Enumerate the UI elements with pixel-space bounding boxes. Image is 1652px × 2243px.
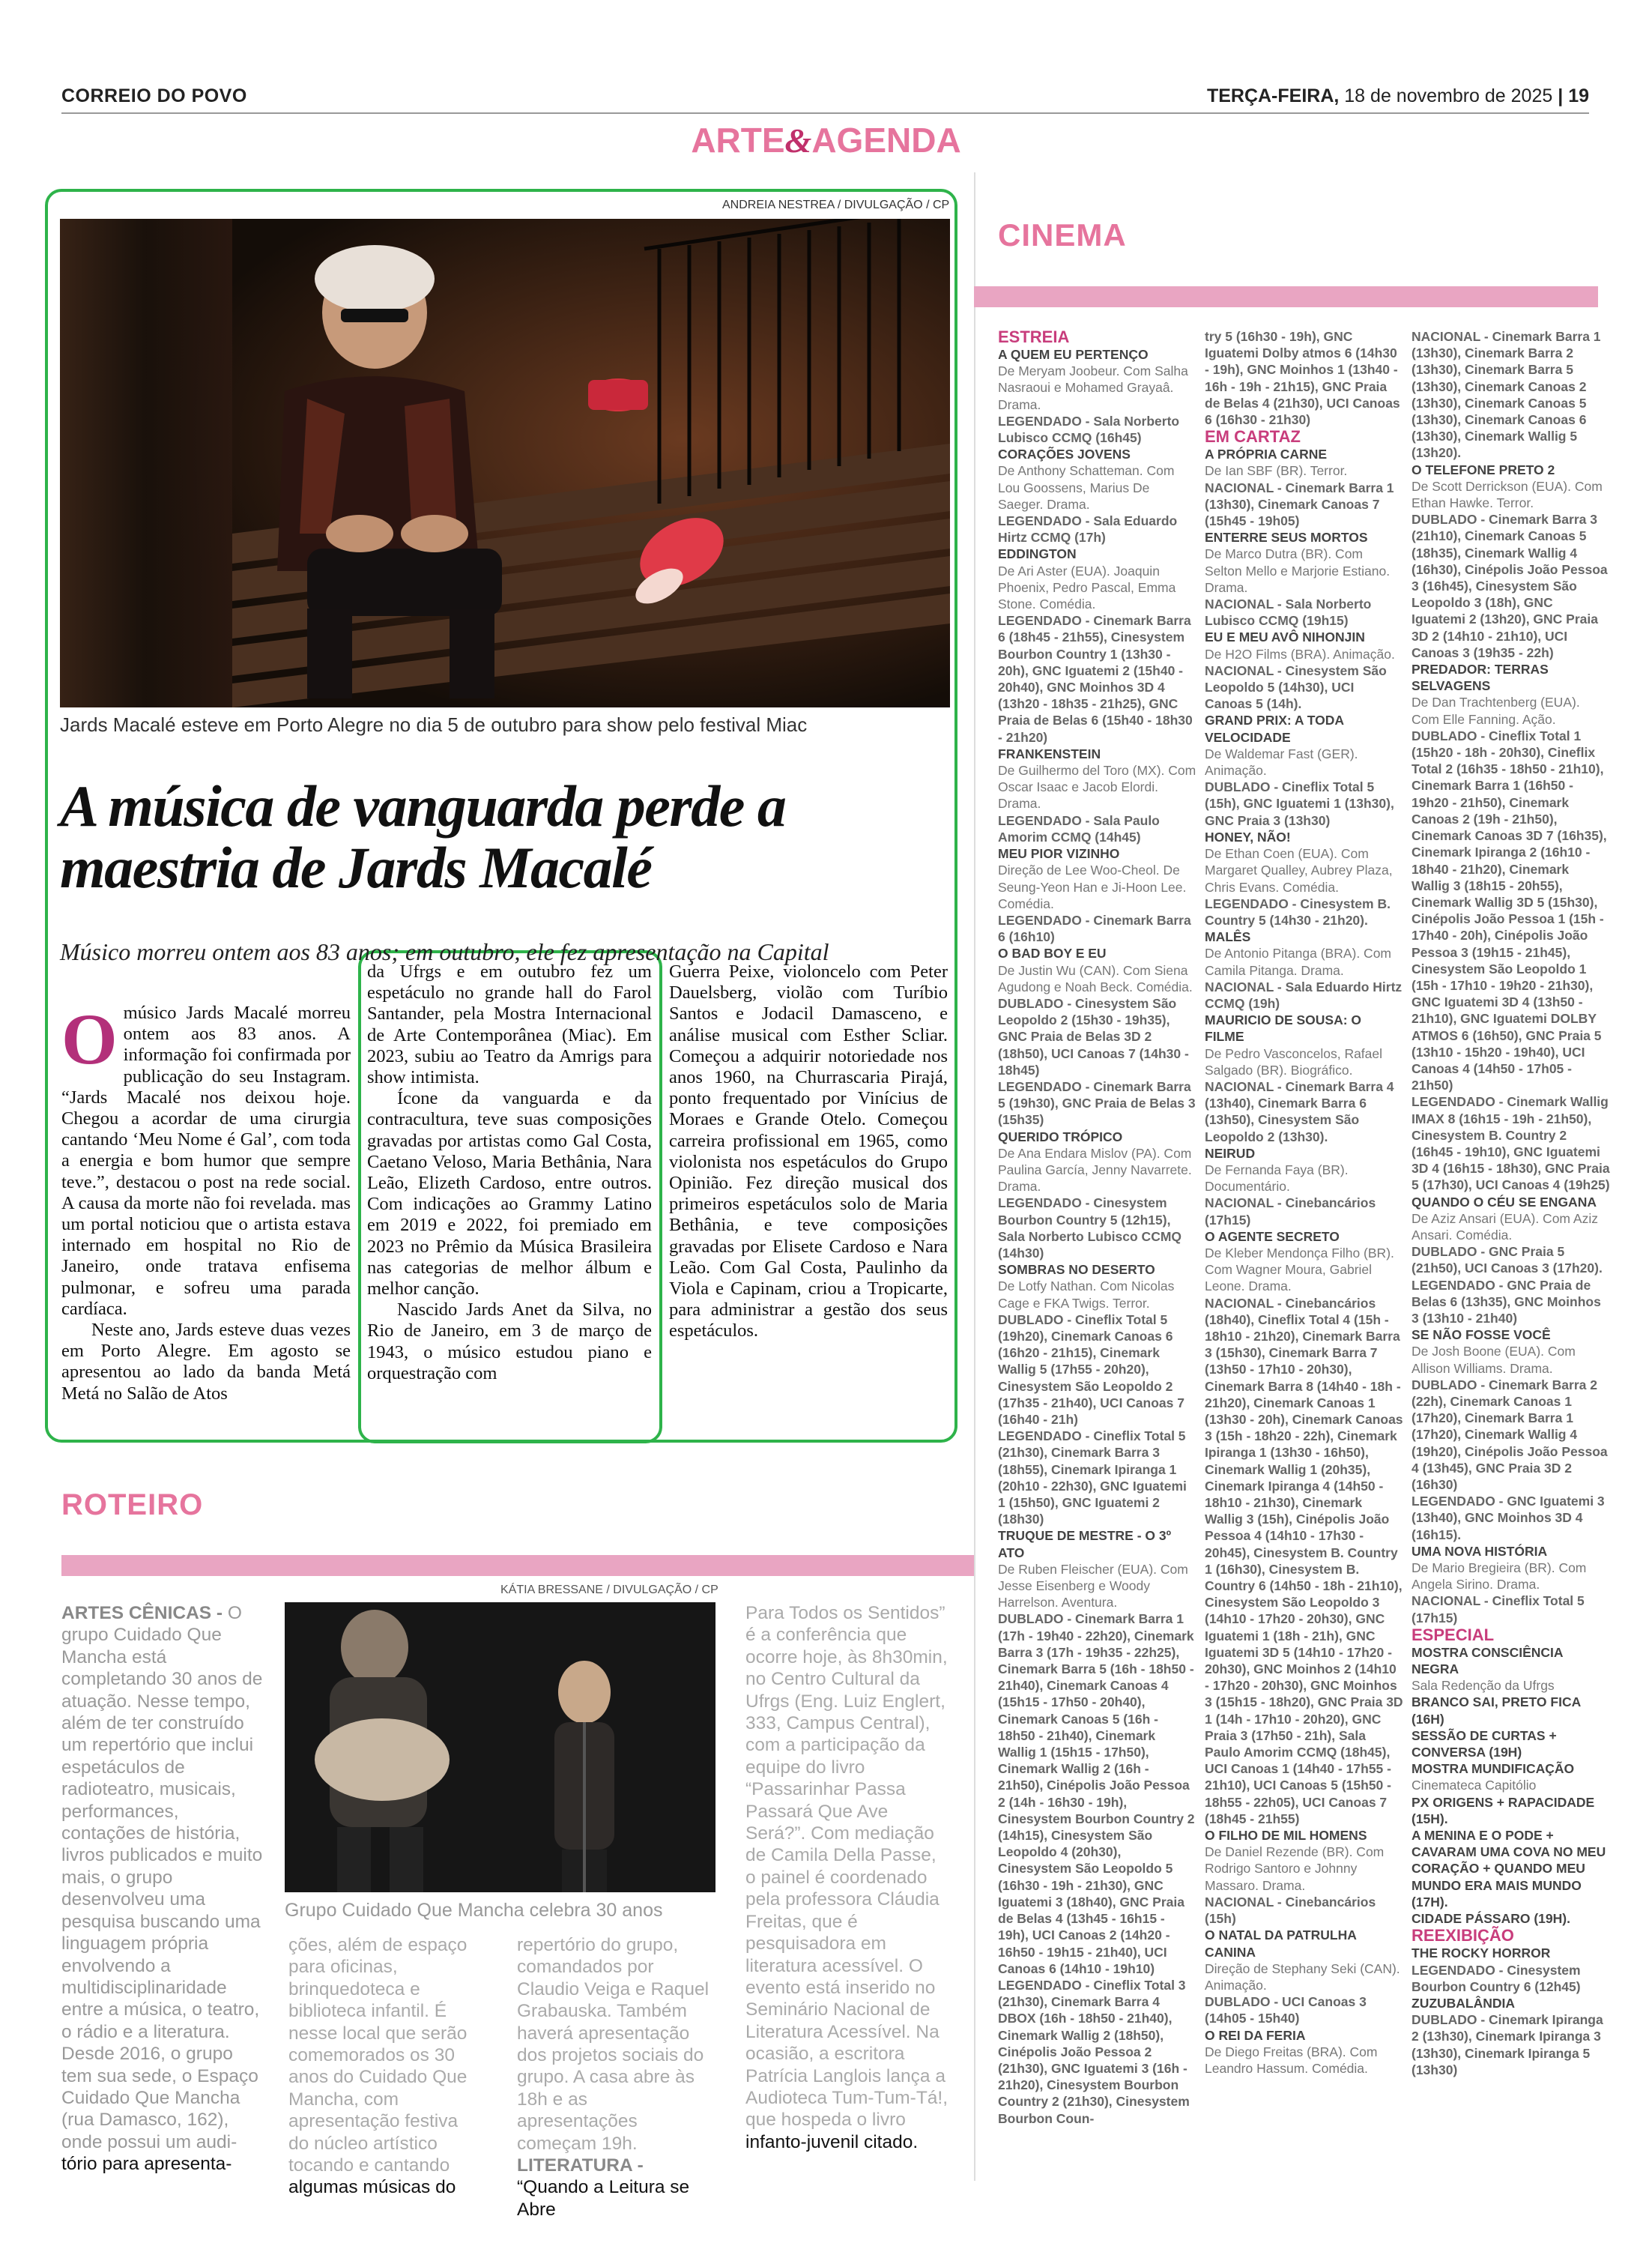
roteiro-column-4: Para Todos os Sentidos” é a conferência que ocorre hoje, às 8h30min, no Centro Cultural da Ufrgs (Eng. Luiz Englert, 333, Campus Central), com a participação da equipe do livro “Passarinhar Passa Passará Que Ave Será?”. Com mediação de Camila Della Passe, o painel é coordenado pela professora Cláudia Freitas, que é pesquisadora em literatura acessível. O evento está inserido no Seminário Nacional de Literatura Acessível. Na ocasião, a escritora Patrícia Langlois lança a Audioteca Tum-Tum-Tá!, que hospeda o livro infanto-juvenil citado. bbox=[745, 1603, 948, 2152]
roteiro-photo-caption: Grupo Cuidado Que Mancha celebra 30 anos bbox=[285, 1900, 663, 1921]
movie-title: O TELEFONE PRETO 2 bbox=[1412, 462, 1555, 477]
movie-title: FRANKENSTEIN bbox=[998, 746, 1101, 761]
showtimes: try 5 (16h30 - 19h), GNC Iguatemi Dolby atmos 6 (14h30 - 19h), GNC Moinhos 1 (13h40 - 16h - 19h - 21h15), GNC Praia de Belas 4 (21h30), UCI Canoas 6 (16h30 - 21h30) bbox=[1205, 329, 1400, 428]
movie-title: A PRÓPRIA CARNE bbox=[1205, 447, 1328, 462]
paragraph: Nascido Jards Anet da Silva, no Rio de Janeiro, em 3 de março de 1943, o músico estudou piano e orquestração com bbox=[367, 1299, 652, 1383]
showtimes: LEGENDADO - Cinemark Barra 5 (19h30), GNC Praia de Belas 3 (15h35) bbox=[998, 1078, 1196, 1128]
movie-info: De Guilhermo del Toro (MX). Com Oscar Isaac e Jacob Elordi. Drama. bbox=[998, 763, 1196, 812]
movie-title: MEU PIOR VIZINHO bbox=[998, 846, 1120, 862]
article-column-2 bbox=[367, 961, 652, 1384]
movie-info: De Daniel Rezende (BR). Com Rodrigo Santoro e Johnny Massaro. Drama. bbox=[1205, 1844, 1385, 1893]
listing-subheading: ESPECIAL bbox=[1412, 1625, 1495, 1644]
movie-title: ZUZUBALÂNDIA bbox=[1412, 1995, 1516, 2011]
paragraph: músico Jards Macalé morreu ontem aos 83 anos. A informação foi confirmada por publicação do seu Instagram. “Jards Macalé nos deixou hoje. Chegou a acordar de uma cirurgia cantando ‘Meu Nome é Gal’, com toda a energia e bom humor que sempre teve.”, destacou o post na rede social. A causa da morte não foi revelada. mas um portal noticiou que o artista estava internado em hospital no Rio de Janeiro, onde tratava enfisema pulmonar, e sofreu uma parada cardíaca. bbox=[61, 1003, 351, 1319]
movie-title: THE ROCKY HORROR bbox=[1412, 1945, 1551, 1961]
movie-title: BRANCO SAI, PRETO FICA (16H) bbox=[1412, 1694, 1581, 1727]
column-divider bbox=[974, 172, 975, 2181]
performers-illustration bbox=[285, 1602, 715, 1892]
movie-title: CIDADE PÁSSARO (19H). bbox=[1412, 1911, 1570, 1927]
movie-title: QUANDO O CÉU SE ENGANA bbox=[1412, 1194, 1597, 1210]
roteiro-column-3: repertório do grupo, comandados por Claudio Veiga e Raquel Grabauska. Também haverá apresentação dos projetos sociais do grupo. A casa abre às 18h e as apresentações começam 19h. LITERATURA - “Quando a Leitura se Abre bbox=[517, 1935, 709, 2220]
movie-title: MALÊS bbox=[1205, 929, 1251, 945]
movie-title: O AGENTE SECRETO bbox=[1205, 1228, 1340, 1244]
showtimes: LEGENDADO - Cineflix Total 3 (21h30), Cinemark Barra 4 DBOX (16h - 18h50 - 21h40), Cinemark Wallig 2 (18h50), Cinépolis João Pessoa 2 (21h30), GNC Iguatemi 3 (16h - 21h20), Cinesystem Bourbon Country 2 (21h30), Cinesystem Bourbon Coun- bbox=[998, 1977, 1190, 2126]
movie-info: De Meryam Joobeur. Com Salha Nasraoui e Mohamed Grayaâ. Drama. bbox=[998, 363, 1188, 412]
movie-title: HONEY, NÃO! bbox=[1205, 829, 1291, 845]
movie-title: TRUQUE DE MESTRE - O 3º ATO bbox=[998, 1528, 1171, 1560]
stairway-portrait-illustration bbox=[60, 219, 950, 707]
roteiro-column-2: ções, além de espaço para oficinas, brinquedoteca e biblioteca infantil. É nesse local que serão comemorados os 30 anos do Cuidado Que Mancha, com apresentação festiva do núcleo artístico tocando e cantando algumas músicas do bbox=[288, 1935, 468, 2198]
movie-title: MAURICIO DE SOUSA: O FILME bbox=[1205, 1012, 1362, 1045]
listing-subheading: EM CARTAZ bbox=[1205, 427, 1301, 447]
movie-title: NEIRUD bbox=[1205, 1145, 1256, 1161]
showtimes: DUBLADO - Cineflix Total 5 (19h20), Cinemark Canoas 6 (16h20 - 21h15), Cinemark Wallig 5 (17h55 - 20h20), Cinesystem São Leopoldo 2 (17h35 - 21h40), UCI Canoas 7 (16h40 - 21h) bbox=[998, 1311, 1184, 1427]
movie-title: O NATAL DA PATRULHA CANINA bbox=[1205, 1927, 1357, 1960]
roteiro-photo-credit: KÁTIA BRESSANE / DIVULGAÇÃO / CP bbox=[500, 1584, 718, 1596]
roteiro-photo[interactable] bbox=[285, 1602, 715, 1892]
showtimes: DUBLADO - Cineflix Total 5 (15h), GNC Iguatemi 1 (13h30), GNC Praia 3 (13h30) bbox=[1205, 779, 1394, 828]
movie-info: De Mario Bregieira (BR). Com Angela Sirino. Drama. bbox=[1412, 1560, 1587, 1593]
showtimes: DUBLADO - UCI Canoas 3 (14h05 - 15h40) bbox=[1205, 1994, 1367, 2026]
showtimes: NACIONAL - Cineflix Total 5 (17h15) bbox=[1412, 1593, 1585, 1625]
weekday: TERÇA-FEIRA, bbox=[1206, 85, 1340, 106]
movie-title: A QUEM EU PERTENÇO bbox=[998, 347, 1149, 362]
subheadline: Músico morreu ontem aos 83 anos; em outubro, ele fez apresentação na Capital bbox=[60, 938, 829, 965]
showtimes: NACIONAL - Cinemark Barra 1 (13h30), Cinemark Canoas 7 (15h45 - 19h05) bbox=[1205, 480, 1394, 529]
movie-title: A MENINA E O PODE + CAVARAM UMA COVA NO MEU CORAÇÃO + QUANDO MEU MUNDO ERA MAIS MUNDO (17H). bbox=[1412, 1828, 1606, 1910]
header-rule bbox=[61, 112, 1589, 114]
showtimes: LEGENDADO - Sala Paulo Amorim CCMQ (14h45) bbox=[998, 812, 1160, 845]
showtimes: LEGENDADO - Cinemark Barra 6 (18h45 - 21h55), Cinesystem Bourbon Country 1 (13h30 - 20h), GNC Iguatemi 2 (15h40 - 20h40), GNC Moinhos 3D 4 (13h20 - 18h35 - 21h25), GNC Praia de Belas 6 (15h40 - 18h30 - 21h20) bbox=[998, 613, 1193, 745]
movie-info: De Fernanda Faya (BR). Documentário. bbox=[1205, 1162, 1349, 1195]
movie-info: Cinemateca Capitólio bbox=[1412, 1778, 1537, 1793]
showtimes: NACIONAL - Cinemark Barra 4 (13h40), Cinemark Barra 6 (13h50), Cinesystem São Leopoldo 2 (13h30). bbox=[1205, 1078, 1394, 1144]
movie-title: GRAND PRIX: A TODA VELOCIDADE bbox=[1205, 713, 1344, 745]
cinema-section-title: CINEMA bbox=[998, 217, 1127, 253]
movie-info: De Ari Aster (EUA). Joaquin Phoenix, Pedro Pascal, Emma Stone. Comédia. bbox=[998, 563, 1176, 612]
article-column-3 bbox=[669, 961, 948, 1342]
page-separator: | bbox=[1558, 85, 1564, 106]
movie-info: Direção de Lee Woo-Cheol. De Seung-Yeon Han e Ji-Hoon Lee. Comédia. bbox=[998, 863, 1187, 911]
movie-title: SE NÃO FOSSE VOCÊ bbox=[1412, 1327, 1551, 1343]
showtimes: NACIONAL - Sala Norberto Lubisco CCMQ (19h15) bbox=[1205, 597, 1372, 629]
movie-info: De Antonio Pitanga (BRA). Com Camila Pitanga. Drama. bbox=[1205, 946, 1392, 978]
movie-info: De Ana Endara Mislov (PA). Com Paulina García, Jenny Navarrete. Drama. bbox=[998, 1145, 1192, 1195]
movie-info: De Diego Freitas (BRA). Com Leandro Hassum. Comédia. bbox=[1205, 2044, 1378, 2076]
cinema-section-bar bbox=[974, 286, 1598, 307]
listing-subheading: ESTREIA bbox=[998, 327, 1070, 346]
movie-title: MOSTRA MUNDIFICAÇÃO bbox=[1412, 1761, 1575, 1777]
newspaper-name: CORREIO DO POVO bbox=[61, 85, 247, 106]
movie-info: De Dan Trachtenberg (EUA). Com Elle Fanning. Ação. bbox=[1412, 695, 1580, 727]
cinema-listing-column-3 bbox=[1412, 328, 1610, 2078]
movie-title: PX ORIGENS + RAPACIDADE (15H). bbox=[1412, 1794, 1595, 1826]
cinema-listing-column-1 bbox=[998, 328, 1196, 2127]
movie-info: Direção de Stephany Seki (CAN). Animação. bbox=[1205, 1960, 1400, 1993]
category-label: ARTES CÊNICAS - bbox=[61, 1603, 223, 1623]
movie-info: De Anthony Schatteman. Com Lou Goossens, Marius De Saeger. Drama. bbox=[998, 463, 1175, 512]
article-photo[interactable] bbox=[60, 219, 950, 707]
movie-info: De Ian SBF (BR). Terror. bbox=[1205, 463, 1348, 479]
showtimes: LEGENDADO - Cinesystem B. Country 5 (14h30 - 21h20). bbox=[1205, 896, 1391, 928]
movie-info: De Waldemar Fast (GER). Animação. bbox=[1205, 746, 1358, 779]
showtimes: LEGENDADO - Sala Norberto Lubisco CCMQ (16h45) bbox=[998, 413, 1180, 446]
showtimes: LEGENDADO - Cinemark Wallig IMAX 8 (16h15 - 19h - 21h50), Cinesystem B. Country 2 (16h45 - 19h10), GNC Iguatemi 3D 4 (16h15 - 18h30), GNC Praia 5 (17h30), UCI Canoas 4 (19h25) bbox=[1412, 1094, 1610, 1193]
showtimes: NACIONAL - Sala Eduardo Hirtz CCMQ (19h) bbox=[1205, 979, 1403, 1011]
movie-info: De Lotfy Nathan. Com Nicolas Cage e FKA Twigs. Terror. bbox=[998, 1279, 1175, 1311]
movie-title: CORAÇÕES JOVENS bbox=[998, 447, 1131, 462]
showtimes: LEGENDADO - Cinemark Barra 6 (16h10) bbox=[998, 912, 1191, 945]
showtimes: DUBLADO - Cinemark Barra 2 (22h), Cinemark Canoas 1 (17h20), Cinemark Barra 1 (17h20), Cinemark Wallig 4 (19h20), Cinépolis João Pessoa 4 (13h45), GNC Praia 3D 2 (16h30) bbox=[1412, 1377, 1608, 1493]
movie-title: SESSÃO DE CURTAS + CONVERSA (19H) bbox=[1412, 1727, 1557, 1760]
movie-title: EU E MEU AVÔ NIHONJIN bbox=[1205, 630, 1365, 645]
drop-cap: O bbox=[61, 999, 118, 1079]
roteiro-column-1: ARTES CÊNICAS - O grupo Cuidado Que Mancha está completando 30 anos de atuação. Nesse tempo, além de ter construído um repertório que inclui espetáculos de radioteatro, musicais, performances, contações de história, livros publicados e muito mais, o grupo desenvolveu uma pesquisa buscando uma linguagem própria envolvendo a multidisciplinaridade entre a música, o teatro, o rádio e a literatura. Desde 2016, o grupo tem sua sede, o Espaço Cuidado Que Mancha (rua Damasco, 162), onde possui um audi- tório para apresenta- bbox=[61, 1603, 263, 2175]
showtimes: LEGENDADO - Sala Eduardo Hirtz CCMQ (17h) bbox=[998, 513, 1178, 546]
showtimes: DUBLADO - Cinemark Ipiranga 2 (13h30), Cinemark Ipiranga 3 (13h30), Cinemark Ipiranga 5 (13h30) bbox=[1412, 2012, 1603, 2077]
movie-info: De Kleber Mendonça Filho (BR). Com Wagner Moura, Gabriel Leone. Drama. bbox=[1205, 1245, 1394, 1294]
showtimes: LEGENDADO - GNC Praia de Belas 6 (13h35), GNC Moinhos 3 (13h10 - 21h40) bbox=[1412, 1277, 1601, 1326]
movie-info: De Josh Boone (EUA). Com Allison Williams. Drama. bbox=[1412, 1344, 1576, 1376]
movie-title: O BAD BOY E EU bbox=[998, 946, 1107, 961]
showtimes: LEGENDADO - GNC Iguatemi 3 (13h40), GNC Moinhos 3D 4 (16h15). bbox=[1412, 1494, 1605, 1542]
article-column-1 bbox=[61, 999, 351, 1404]
movie-title: EDDINGTON bbox=[998, 546, 1077, 562]
movie-title: MOSTRA CONSCIÊNCIA NEGRA bbox=[1412, 1644, 1563, 1677]
issue-date bbox=[1207, 85, 1589, 107]
showtimes: NACIONAL - Cinebancários (15h) bbox=[1205, 1894, 1376, 1927]
movie-info: De Scott Derrickson (EUA). Com Ethan Hawke. Terror. bbox=[1412, 478, 1603, 511]
movie-info: De H2O Films (BRA). Animação. bbox=[1205, 646, 1395, 662]
movie-title: QUERIDO TRÓPICO bbox=[998, 1129, 1123, 1144]
movie-title: O FILHO DE MIL HOMENS bbox=[1205, 1828, 1367, 1844]
showtimes: NACIONAL - Cinesystem São Leopoldo 5 (14h30), UCI Canoas 5 (14h). bbox=[1205, 662, 1387, 712]
roteiro-section-title: ROTEIRO bbox=[61, 1488, 204, 1521]
movie-info: De Ruben Fleischer (EUA). Com Jesse Eisenberg e Woody Harrelson. Aventura. bbox=[998, 1561, 1188, 1610]
paragraph: Neste ano, Jards esteve duas vezes em Porto Alegre. Em agosto se apresentou ao lado da banda Metá Metá no Salão de Atos bbox=[61, 1320, 351, 1404]
paragraph: da Ufrgs e em outubro fez um espetáculo no grande hall do Farol Santander, pela Mostra Internacional de Arte Contemporânea (Miac). Em 2023, subiu ao Teatro da Amrigs para show intimista. bbox=[367, 961, 652, 1088]
category-label: LITERATURA - bbox=[517, 2155, 644, 2176]
movie-title: ENTERRE SEUS MORTOS bbox=[1205, 530, 1368, 546]
headline: A música de vanguarda perde a maestria de Jards Macalé bbox=[60, 773, 786, 900]
movie-info: De Ethan Coen (EUA). Com Margaret Qualley, Aubrey Plaza, Chris Evans. Comédia. bbox=[1205, 846, 1393, 895]
showtimes: NACIONAL - Cinebancários (17h15) bbox=[1205, 1195, 1376, 1228]
showtimes: LEGENDADO - Cineflix Total 5 (21h30), Cinemark Barra 3 (18h55), Cinemark Ipiranga 1 (20h10 - 22h30), GNC Iguatemi 1 (15h50), GNC Iguatemi 2 (18h30) bbox=[998, 1428, 1187, 1527]
movie-info: De Justin Wu (CAN). Com Siena Agudong e Noah Beck. Comédia. bbox=[998, 962, 1193, 994]
cinema-listing-column-2 bbox=[1205, 328, 1403, 2077]
photo-caption: Jards Macalé esteve em Porto Alegre no dia 5 de outubro para show pelo festival Miac bbox=[60, 713, 808, 736]
movie-title: UMA NOVA HISTÓRIA bbox=[1412, 1543, 1548, 1559]
page-number: 19 bbox=[1568, 85, 1589, 106]
movie-title: PREDADOR: TERRAS SELVAGENS bbox=[1412, 662, 1549, 694]
movie-info: Sala Redenção da Ufrgs bbox=[1412, 1678, 1555, 1694]
movie-info: De Pedro Vasconcelos, Rafael Salgado (BR). Biográfico. bbox=[1205, 1045, 1383, 1078]
showtimes: NACIONAL - Cinebancários (18h40), Cineflix Total 4 (15h - 18h10 - 21h20), Cinemark Barra 3 (15h30), Cinemark Barra 7 (13h50 - 17h10 - 20h30), Cinemark Barra 8 (14h40 - 18h - 21h20), Cinemark Canoas 1 (13h30 - 20h), Cinemark Canoas 3 (15h - 18h20 - 22h), Cinemark Ipiranga 1 (13h30 - 16h50), Cinemark Wallig 1 (20h35), Cinemark Ipiranga 4 (14h50 - 18h10 - 21h30), Cinemark Wallig 3 (15h), Cinépolis João Pessoa 4 (14h10 - 17h30 - 20h45), Cinesystem B. Country 1 (16h30), Cinesystem B. Country 6 (14h50 - 18h - 21h10), Cinesystem São Leopoldo 3 (14h10 - 17h20 - 20h30), GNC Iguatemi 1 (18h - 21h), GNC Iguatemi 3D 5 (14h10 - 17h20 - 20h30), GNC Moinhos 2 (14h10 - 17h20 - 20h30), GNC Moinhos 3 (15h15 - 18h20), GNC Praia 3D 1 (14h - 17h10 - 20h20), GNC Praia 3 (17h50 - 21h), Sala Paulo Amorim CCMQ (18h45), UCI Canoas 1 (14h40 - 17h55 - 21h10), UCI Canoas 5 (15h50 - 18h55 - 22h05), UCI Canoas 7 (18h45 - 21h55) bbox=[1205, 1295, 1403, 1826]
showtimes: DUBLADO - Cinesystem São Leopoldo 2 (15h30 - 19h35), GNC Praia de Belas 3D 2 (18h50), UCI Canoas 7 (14h30 - 18h45) bbox=[998, 995, 1189, 1078]
showtimes: DUBLADO - Cineflix Total 1 (15h20 - 18h - 20h30), Cineflix Total 2 (16h35 - 18h50 - 21h10), Cinemark Barra 1 (16h50 - 19h20 - 21h50), Cinemark Canoas 2 (19h - 21h50), Cinemark Canoas 3D 7 (16h35), Cinemark Ipiranga 2 (16h10 - 18h40 - 21h20), Cinemark Wallig 3 (18h15 - 20h55), Cinemark Wallig 3D 5 (15h30), Cinépolis João Pessoa 1 (15h - 17h40 - 20h), Cinépolis João Pessoa 3 (19h15 - 21h45), Cinesystem São Leopoldo 1 (15h - 17h10 - 19h20 - 21h30), GNC Iguatemi 3D 4 (13h50 - 21h10), GNC Iguatemi DOLBY ATMOS 6 (16h50), GNC Praia 5 (13h10 - 15h20 - 19h40), UCI Canoas 4 (14h50 - 17h05 - 21h50) bbox=[1412, 728, 1607, 1093]
photo-credit: ANDREIA NESTREA / DIVULGAÇÃO / CP bbox=[722, 199, 950, 211]
showtimes: DUBLADO - Cinemark Barra 3 (21h10), Cinemark Canoas 5 (18h35), Cinemark Wallig 4 (16h30), Cinépolis João Pessoa 3 (16h45), Cinesystem São Leopoldo 3 (18h), GNC Iguatemi 2 (13h20), GNC Praia 3D 2 (14h10 - 21h10), UCI Canoas 3 (19h35 - 22h) bbox=[1412, 512, 1608, 660]
paragraph: Guerra Peixe, violoncelo com Peter Dauelsberg, violão com Turíbio Santos e Jodacil Damasceno, e análise musical com Esther Scliar. Começou a adquirir notoriedade nos anos 1960, na Churrascaria Pirajá, ponto frequentado por Vinícius de Moraes e Grande Otelo. Começou carreira profissional em 1965, como violonista nos espetáculos do Grupo Opinião. Fez direção musical dos primeiros espetáculos solo de Maria Bethânia, e teve composições gravadas por Elisete Cardoso e Nara Leão. Com Gal Costa, Paulinho da Viola e Capinam, criou a Tropicarte, para administrar a gestão dos seus espetáculos. bbox=[669, 961, 948, 1341]
movie-info: De Marco Dutra (BR). Com Selton Mello e Marjorie Estiano. Drama. bbox=[1205, 546, 1391, 595]
section-title: ARTE&AGENDA bbox=[691, 121, 961, 160]
movie-title: SOMBRAS NO DESERTO bbox=[998, 1262, 1155, 1278]
listing-subheading: REEXIBIÇÃO bbox=[1412, 1926, 1514, 1945]
showtimes: NACIONAL - Cinemark Barra 1 (13h30), Cinemark Barra 2 (13h30), Cinemark Barra 5 (13h30), Cinemark Canoas 2 (13h30), Cinemark Canoas 5 (13h30), Cinemark Canoas 6 (13h30), Cinemark Wallig 5 (13h20). bbox=[1412, 329, 1601, 461]
date: 18 de novembro de 2025 bbox=[1344, 85, 1553, 106]
showtimes: DUBLADO - GNC Praia 5 (21h50), UCI Canoas 3 (17h20). bbox=[1412, 1244, 1603, 1276]
showtimes: DUBLADO - Cinemark Barra 1 (17h - 19h40 - 22h20), Cinemark Barra 3 (17h - 19h35 - 22h25), Cinemark Barra 5 (16h - 18h50 - 21h40), Cinemark Canoas 4 (15h15 - 17h50 - 20h40), Cinemark Canoas 5 (16h - 18h50 - 21h40), Cinemark Wallig 1 (15h15 - 17h50), Cinemark Wallig 2 (16h - 21h50), Cinépolis João Pessoa 2 (14h - 16h30 - 19h), Cinesystem Bourbon Country 2 (14h15), Cinesystem São Leopoldo 4 (20h30), Cinesystem São Leopoldo 5 (16h30 - 19h - 21h30), GNC Iguatemi 3 (18h40), GNC Praia de Belas 4 (13h45 - 16h15 - 19h), UCI Canoas 2 (14h20 - 16h50 - 19h15 - 21h40), UCI Canoas 6 (14h10 - 19h10) bbox=[998, 1611, 1195, 1976]
showtimes: LEGENDADO - Cinesystem Bourbon Country 5 (12h15), Sala Norberto Lubisco CCMQ (14h30) bbox=[998, 1195, 1182, 1261]
movie-info: De Aziz Ansari (EUA). Com Aziz Ansari. Comédia. bbox=[1412, 1210, 1598, 1243]
showtimes: LEGENDADO - Cinesystem Bourbon Country 6 (12h45) bbox=[1412, 1962, 1581, 1994]
roteiro-section-bar bbox=[61, 1555, 974, 1576]
paragraph: Ícone da vanguarda e da contracultura, teve suas composições gravadas por artistas como Gal Costa, Caetano Veloso, Maria Bethânia, Nara Leão, Elizeth Cardoso, entre outros. Com indicações ao Grammy Latino em 2019 e 2022, foi premiado em 2023 no Prêmio da Música Brasileira nas categorias de melhor álbum e melhor canção. bbox=[367, 1088, 652, 1299]
movie-title: O REI DA FERIA bbox=[1205, 2027, 1306, 2043]
